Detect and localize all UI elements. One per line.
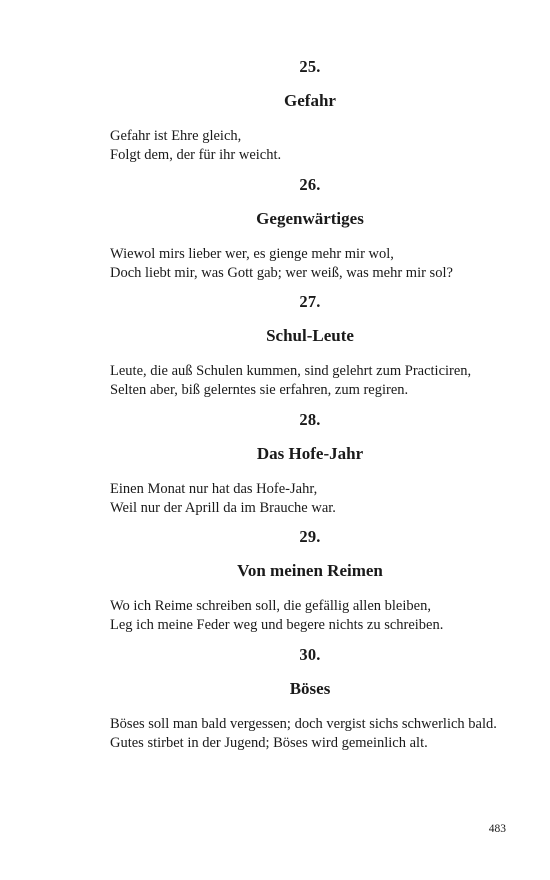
poem-line: Einen Monat nur hat das Hofe-Jahr,: [110, 481, 318, 497]
poem-number: 27.: [299, 292, 321, 311]
poem-title: Das Hofe-Jahr: [256, 444, 364, 463]
poem-27: [110, 292, 510, 400]
poem-29: [110, 527, 510, 635]
poem-number: 28.: [299, 410, 321, 429]
poem-number: 29.: [299, 527, 321, 546]
poem-title: Von meinen Reimen: [237, 561, 383, 580]
poem-26: [110, 175, 510, 283]
poem-body: [110, 480, 510, 518]
poem-25: [110, 57, 510, 165]
poem-title: Gegenwärtiges: [256, 209, 364, 228]
poem-line: Wo ich Reime schreiben soll, die gefällig allen bleiben,: [110, 598, 431, 614]
poem-body: [110, 245, 510, 283]
poem-title: Gefahr: [284, 91, 336, 110]
poem-line: Gutes stirbet in der Jugend; Böses wird gemeinlich alt.: [110, 735, 428, 751]
poem-number: 26.: [299, 175, 321, 194]
poem-line: Leute, die auß Schulen kummen, sind gelehrt zum Practiciren,: [110, 363, 472, 379]
poem-number: 25.: [299, 57, 321, 76]
poem-line: Gefahr ist Ehre gleich,: [110, 128, 242, 144]
poem-line: Folgt dem, der für ihr weicht.: [110, 147, 282, 163]
page-number: 483: [488, 823, 506, 835]
poem-number: 30.: [299, 645, 321, 664]
poem-line: Böses soll man bald vergessen; doch vergist sichs schwerlich bald.: [110, 716, 497, 732]
poem-title: Schul-Leute: [266, 326, 354, 345]
poem-body: [110, 362, 510, 400]
poem-30: [110, 645, 510, 753]
poem-body: [110, 715, 510, 753]
poem-body: [110, 127, 510, 165]
poem-28: [110, 410, 510, 518]
poem-line: Doch liebt mir, was Gott gab; wer weiß, was mehr mir sol?: [110, 265, 453, 281]
poem-line: Leg ich meine Feder weg und begere nichts zu schreiben.: [110, 617, 444, 633]
poem-line: Weil nur der Aprill da im Brauche war.: [110, 500, 336, 516]
poem-line: Wiewol mirs lieber wer, es gienge mehr mir wol,: [110, 246, 394, 262]
poem-line: Selten aber, biß gelerntes sie erfahren, zum regiren.: [110, 382, 409, 398]
poem-body: [110, 597, 510, 635]
poem-title: Böses: [289, 679, 331, 698]
